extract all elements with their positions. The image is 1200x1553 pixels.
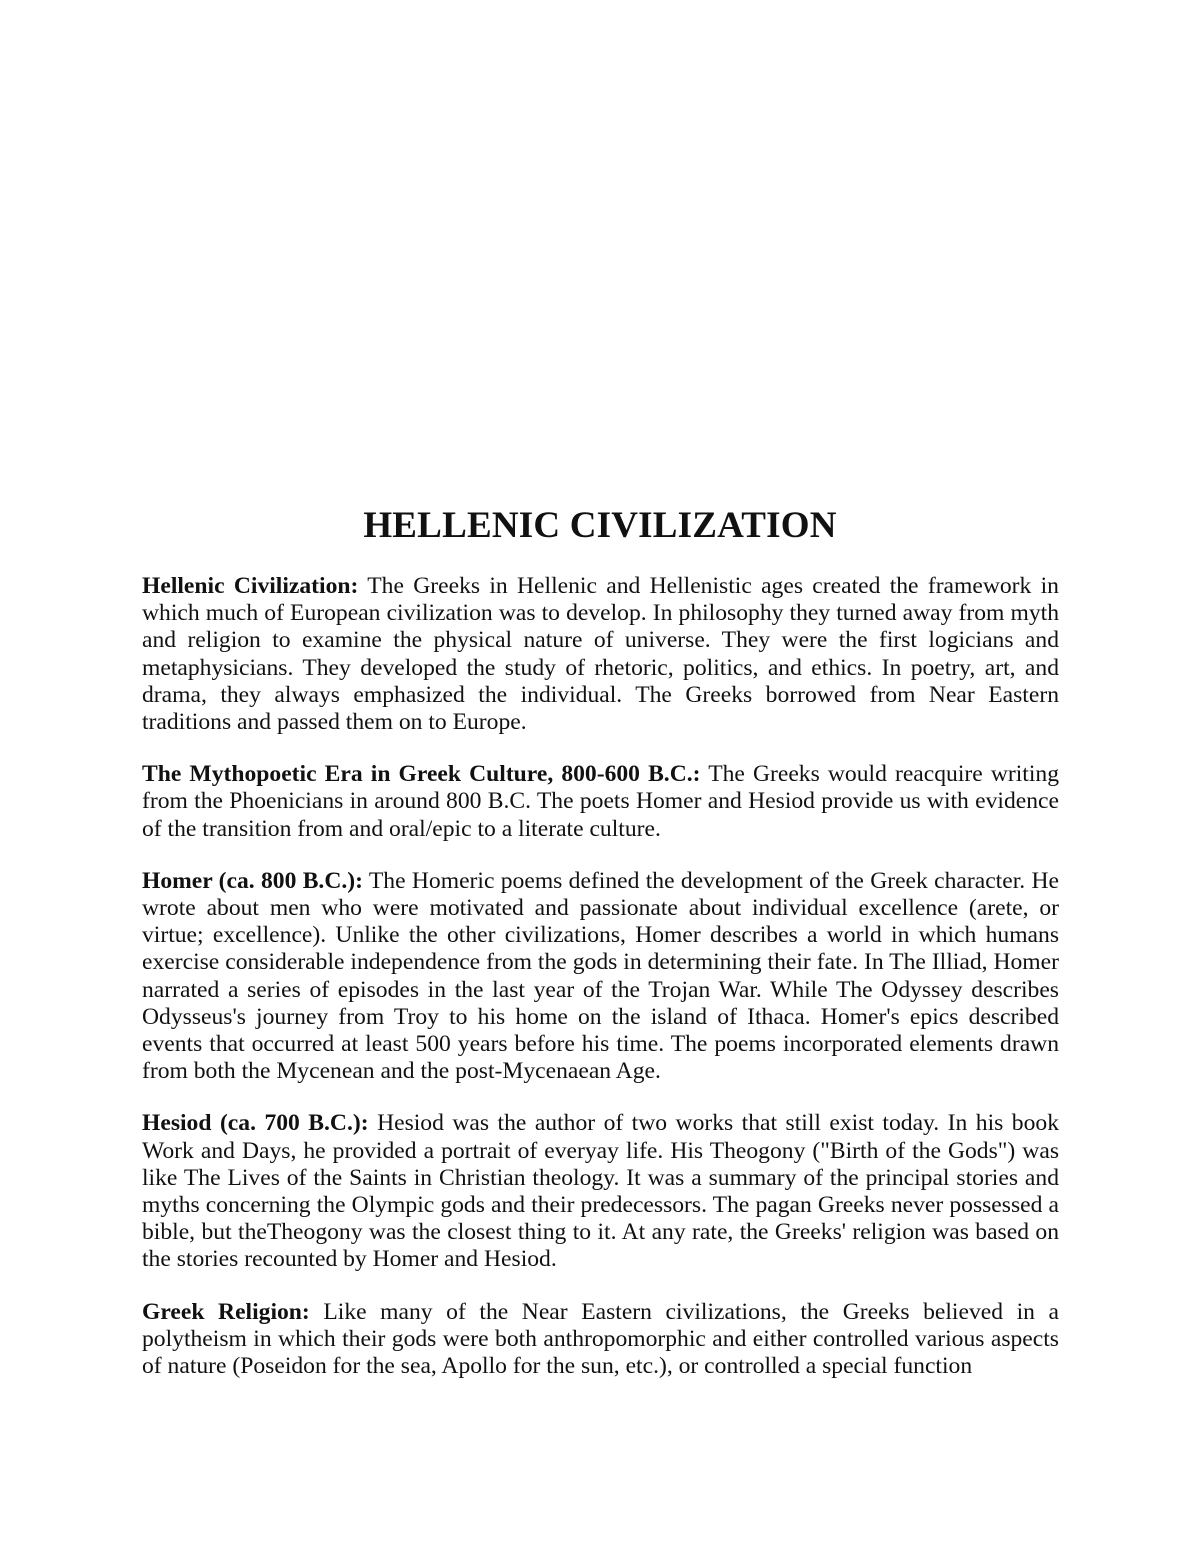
paragraph-heading: Homer (ca. 800 B.C.): (142, 867, 363, 894)
paragraph-hesiod (142, 1110, 1059, 1273)
paragraph-heading: Hellenic Civilization: (142, 573, 359, 599)
document-body (142, 573, 1059, 1405)
paragraph-text: Like many of the Near Eastern civilizations, the Greeks believed in a polytheism in which their gods were both anthropomorphic and either controlled various aspects of nature (Poseidon for the sea, Apollo for the sun, etc.), or controlled a special function (142, 1298, 1059, 1380)
document-title: HELLENIC CIVILIZATION (363, 505, 837, 546)
paragraph-heading: The Mythopoetic Era in Greek Culture, 800-600 B.C.: (142, 761, 701, 788)
paragraph-text: Hesiod was the author of two works that still exist today. In his book Work and Days, he provided a portrait of everyay life. His Theogony ("Birth of the Gods") was like The Lives of the Saints in Christian theology. It was a summary of the principal stories and myths concerning the Olympic gods and their predecessors. The pagan Greeks never possessed a bible, but theTheogony was the closest thing to it. At any rate, the Greeks' religion was based on the stories recounted by Homer and Hesiod. (142, 1110, 1059, 1273)
paragraph-text: The Greeks would reacquire writing from the Phoenicians in around 800 B.C. The poets Homer and Hesiod provide us with evidence of the transition from and oral/epic to a literate culture. (142, 761, 1059, 842)
paragraph-heading: Hesiod (ca. 700 B.C.): (142, 1110, 369, 1137)
paragraph-homer (142, 868, 1059, 1086)
paragraph-hellenic-civilization (142, 573, 1059, 736)
paragraph-text: The Greeks in Hellenic and Hellenistic ages created the framework in which much of European civilization was to develop. In philosophy they turned away from myth and religion to examine the physical nature of universe. They were the first logicians and metaphysicians. They developed the study of rhetoric, politics, and ethics. In poetry, art, and drama, they always emphasized the individual. The Greeks borrowed from Near Eastern traditions and passed them on to Europe. (142, 573, 1059, 736)
paragraph-greek-religion (142, 1299, 1059, 1381)
paragraph-mythopoetic-era (142, 761, 1059, 843)
paragraph-heading: Greek Religion: (142, 1298, 310, 1325)
paragraph-text: The Homeric poems defined the development of the Greek character. He wrote about men who were motivated and passionate about individual excellence (arete, or virtue; excellence). Unlike the other civilizations, Homer describes a world in which humans exercise considerable independence from the gods in determining their fate. In The Illiad, Homer narrated a series of episodes in the last year of the Trojan War. While The Odyssey describes Odysseus's journey from Troy to his home on the island of Ithaca. Homer's epics described events that occurred at least 500 years before his time. The poems incorporated elements drawn from both the Mycenean and the post-Mycenaean Age. (142, 867, 1059, 1085)
